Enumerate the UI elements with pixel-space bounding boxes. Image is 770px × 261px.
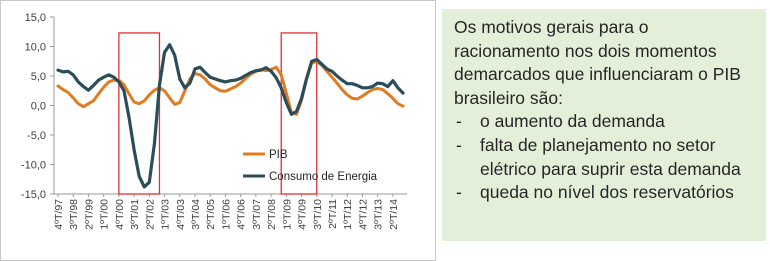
y-tick-label: 5,0 [30,71,46,83]
x-tick-label: 3ºT/13 [372,199,385,230]
legend-label: PIB [269,149,288,161]
x-tick-label: 2ºT/11 [326,199,339,229]
x-tick-label: 2ºT/14 [387,199,400,230]
y-tick-label: -15,0 [20,189,46,201]
y-tick-label: 15,0 [24,12,46,24]
x-tick-label: 2ºT/99 [83,199,96,230]
x-tick-label: 1ºT/06 [220,198,233,230]
y-tick-label: -10,0 [20,159,46,172]
x-tick-label: 1ºT/00 [98,199,111,230]
x-tick-label: 1ºT/12 [342,199,355,230]
reason-item [454,134,756,181]
plot-area [54,17,407,194]
explanation-panel [442,9,766,241]
x-tick-label: 3ºT/07 [250,199,263,230]
reason-text: o aumento da demanda [480,111,665,132]
x-tick-label: 2ºT/02 [144,199,157,230]
y-tick-label: 10,0 [24,41,46,54]
x-tick-label: 1ºT/03 [159,199,172,230]
x-tick-label: 4ºT/12 [357,199,370,230]
legend-label: Consumo de Energia [269,171,378,183]
y-tick-label: 0,0 [30,100,46,113]
reason-item [454,110,756,134]
x-tick-label: 1ºT/09 [281,199,294,230]
x-tick-label: 2ºT/08 [266,199,279,230]
panel-intro-text: Os motivos gerais para o racionamento nos dois momentos demarcados que influenciaram o PIB brasileiro são: [454,17,741,108]
x-tick-label: 3ºT/04 [189,199,202,230]
x-tick-label: 2ºT/05 [205,199,218,230]
reasons-list [454,110,756,204]
x-tick-label: 3ºT/01 [129,199,142,230]
reason-dash: - [456,111,462,132]
x-tick-label: 4ºT/03 [174,199,187,230]
reason-text: falta de planejamento no setor elétrico para suprir esta demanda [480,134,741,179]
x-tick-label: 3ºT/98 [68,199,81,230]
x-tick-label: 3ºT/10 [311,199,324,230]
x-tick-label: 4ºT/97 [53,199,65,230]
x-tick-label: 4ºT/09 [296,199,309,230]
reason-item [454,181,756,205]
reason-text: queda no nível dos reservatórios [480,182,734,203]
x-tick-label: 4ºT/00 [113,199,126,230]
y-tick-label: -5,0 [27,130,46,142]
x-tick-label: 4ºT/06 [235,199,248,230]
reason-dash: - [456,134,462,155]
reason-dash: - [456,182,462,203]
